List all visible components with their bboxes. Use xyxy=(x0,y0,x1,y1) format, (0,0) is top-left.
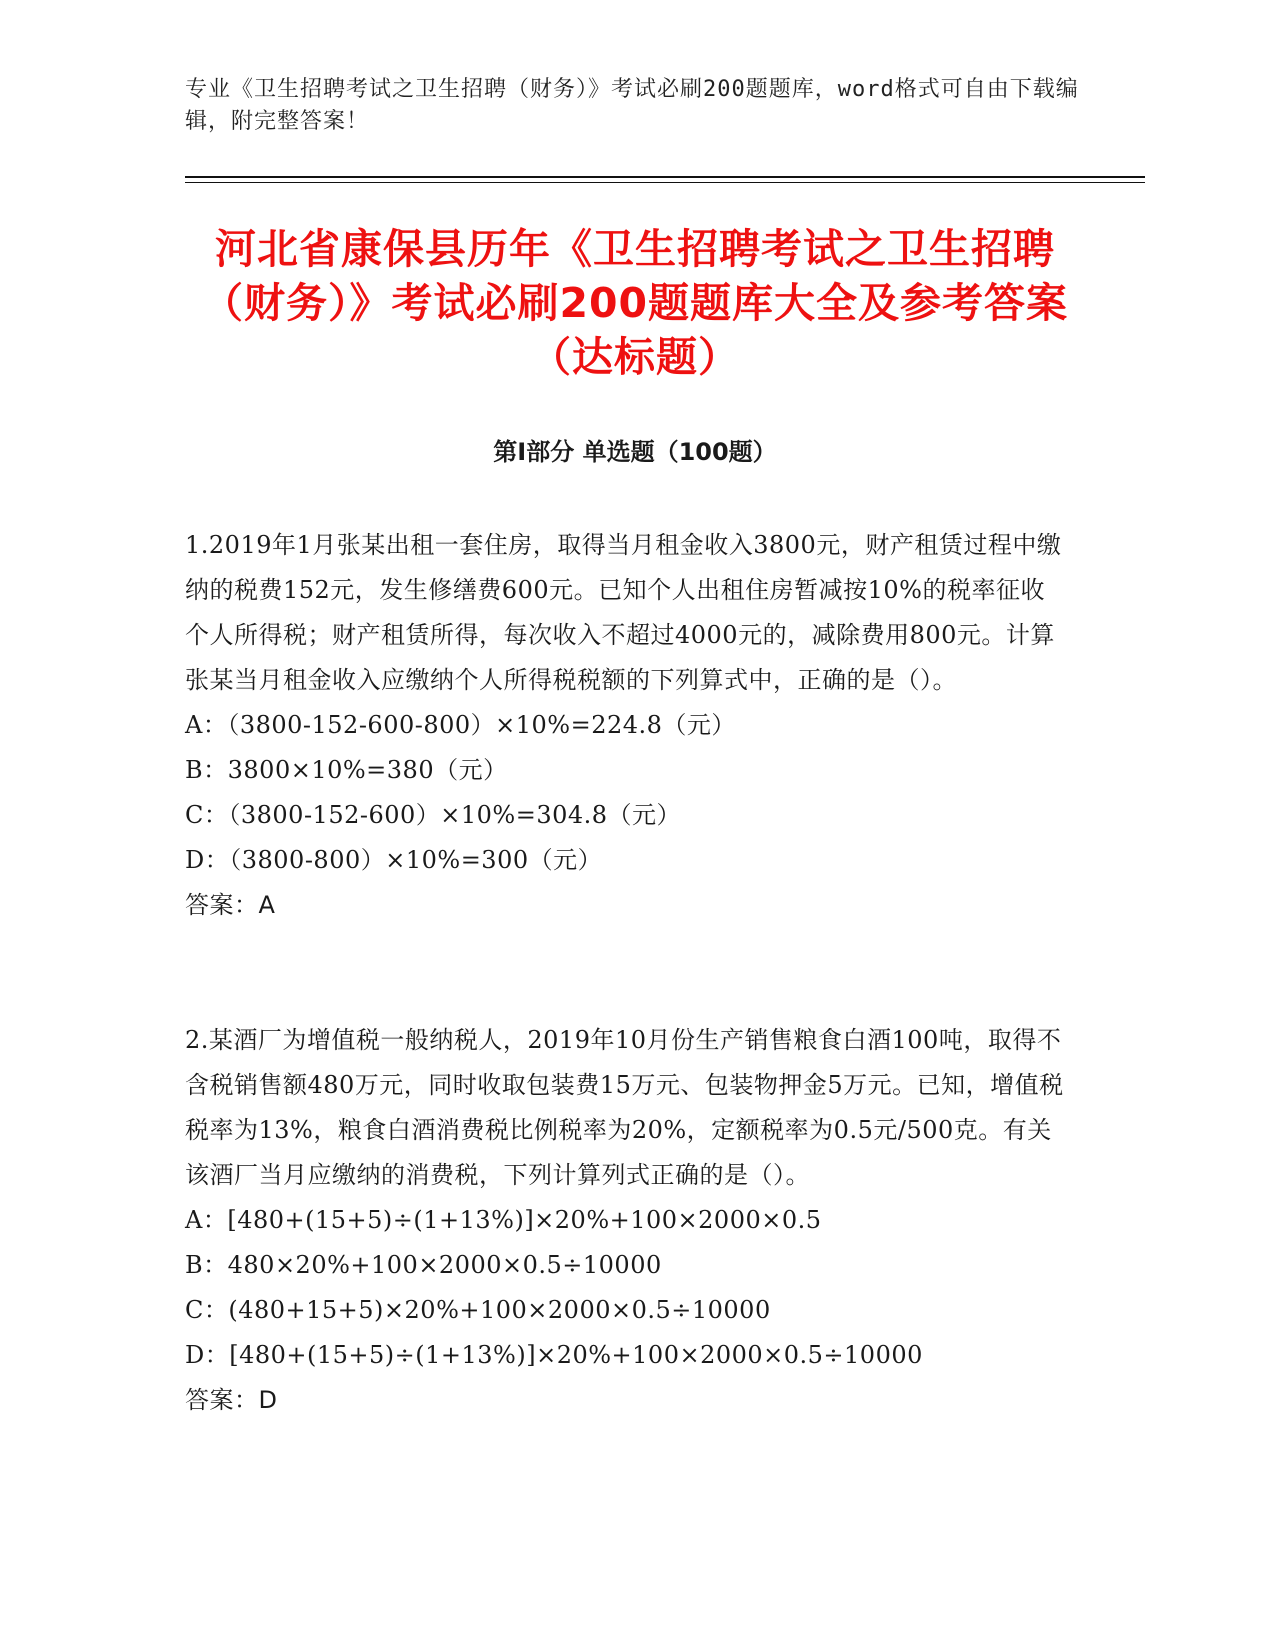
question-option-a: A：[480+(15+5)÷(1+13%)]×20%+100×2000×0.5 xyxy=(185,1206,822,1234)
question-option-c: C：(480+15+5)×20%+100×2000×0.5÷10000 xyxy=(185,1296,771,1324)
header-rule-thin xyxy=(185,182,1145,183)
question-stem: 2.某酒厂为增值税一般纳税人，2019年10月份生产销售粮食白酒100吨，取得不含税销售额480万元，同时收取包装费15万元、包装物押金5万元。已知，增值税税率为13%，粮食白酒消费税比例税率为20%，定额税率为0.5元/500克。有关该酒厂当月应缴纳的消费税，下列计算列式正确的是（）。 xyxy=(185,1026,1064,1189)
question-option-b: B：3800×10%=380（元） xyxy=(185,756,508,784)
question-option-b: B：480×20%+100×2000×0.5÷10000 xyxy=(185,1251,662,1279)
question-block xyxy=(185,523,1065,928)
question-option-d: D：[480+(15+5)÷(1+13%)]×20%+100×2000×0.5÷10000 xyxy=(185,1341,923,1369)
section-title: 第Ⅰ部分 单选题（100题） xyxy=(493,438,777,466)
question-block xyxy=(185,1018,1065,1423)
question-option-c: C：（3800-152-600）×10%=304.8（元） xyxy=(185,801,682,829)
question-option-d: D：（3800-800）×10%=300（元） xyxy=(185,846,603,874)
question-answer: 答案：D xyxy=(185,1386,278,1414)
header-note: 专业《卫生招聘考试之卫生招聘（财务）》考试必刷200题题库，word格式可自由下载编辑，附完整答案！ xyxy=(185,77,1079,134)
question-option-a: A：（3800-152-600-800）×10%=224.8（元） xyxy=(185,711,736,739)
question-answer: 答案：A xyxy=(185,891,276,919)
header-rule-thick xyxy=(185,176,1145,178)
question-stem: 1.2019年1月张某出租一套住房，取得当月租金收入3800元，财产租赁过程中缴纳的税费152元，发生修缮费600元。已知个人出租住房暂减按10%的税率征收个人所得税；财产租赁所得，每次收入不超过4000元的，减除费用800元。计算张某当月租金收入应缴纳个人所得税税额的下列算式中，正确的是（）。 xyxy=(185,531,1062,694)
document-title: 河北省康保县历年《卫生招聘考试之卫生招聘（财务）》考试必刷200题题库大全及参考答案（达标题） xyxy=(201,225,1069,381)
